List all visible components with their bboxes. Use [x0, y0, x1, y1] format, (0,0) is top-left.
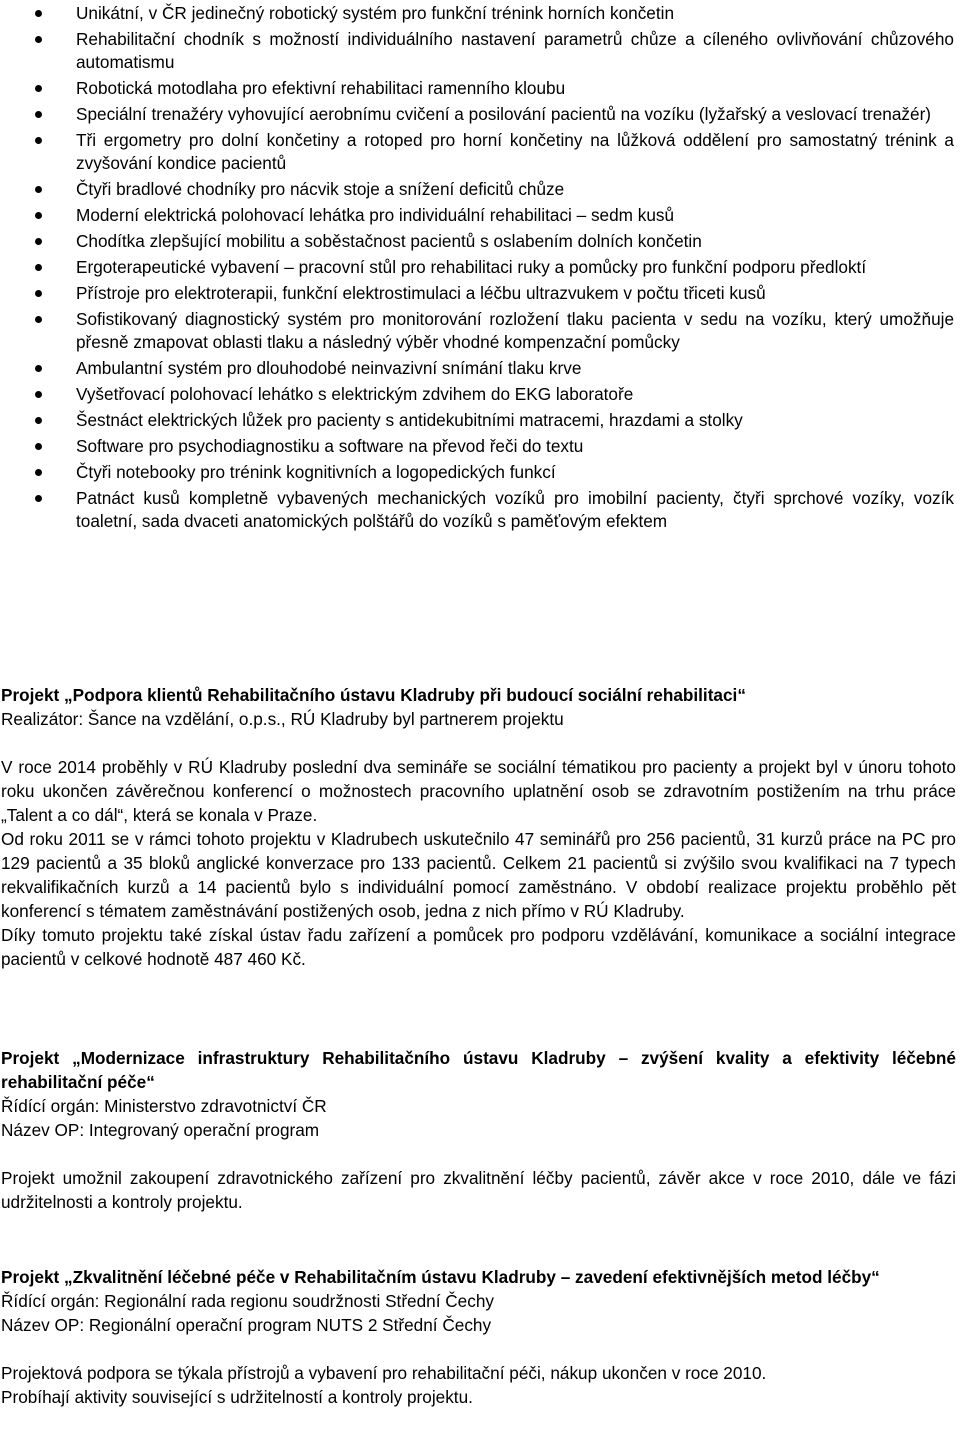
- project-paragraph: V roce 2014 proběhly v RÚ Kladruby poslední dva semináře se sociální tématikou pro pacienty a projekt byl v únoru tohoto roku ukončen závěrečnou konferencí o možnostech pracovního uplatnění osob se zdravotním postižením na trhu práce „Talent a co dál“, která se konala v Praze.: [1, 757, 956, 825]
- list-item: [0, 357, 960, 380]
- project-title: Projekt „Modernizace infrastruktury Rehabilitačního ústavu Kladruby – zvýšení kvality a efektivity léčebné rehabilitační péče“: [1, 1048, 956, 1092]
- list-item: [0, 308, 960, 354]
- project-paragraph: Probíhají aktivity související s udržitelností a kontroly projektu.: [1, 1387, 473, 1407]
- list-item-text: Sofistikovaný diagnostický systém pro monitorování rozložení tlaku pacienta v sedu na vozíku, který umožňuje přesně zmapovat oblasti tlaku a následný výběr vhodné kompenzační pomůcky: [76, 309, 954, 352]
- bullet-icon: [35, 36, 42, 43]
- list-item: [0, 282, 960, 305]
- list-item-text: Patnáct kusů kompletně vybavených mechanických vozíků pro imobilní pacienty, čtyři sprchové vozíky, vozík toaletní, sada dvaceti anatomických polštářů do vozíků s paměťovým efektem: [76, 488, 954, 531]
- list-item: [0, 204, 960, 227]
- list-item-text: Ergoterapeutické vybavení – pracovní stůl pro rehabilitaci ruky a pomůcky pro funkční podporu předloktí: [76, 257, 867, 277]
- list-item-text: Robotická motodlaha pro efektivní rehabilitaci ramenního kloubu: [76, 78, 566, 98]
- list-item: [0, 103, 960, 126]
- bullet-icon: [35, 238, 42, 245]
- list-item: [0, 383, 960, 406]
- bullet-icon: [35, 365, 42, 372]
- list-item-text: Software pro psychodiagnostiku a software na převod řeči do textu: [76, 436, 584, 456]
- project-authority: Řídící orgán: Ministerstvo zdravotnictví ČR: [1, 1096, 327, 1116]
- bullet-icon: [35, 290, 42, 297]
- project-section-support: [1, 683, 956, 971]
- list-item-text: Speciální trenažéry vyhovující aerobnímu cvičení a posilování pacientů na vozíku (lyžařský a veslovací trenažér): [76, 104, 932, 124]
- list-item: [0, 77, 960, 100]
- list-item-text: Chodítka zlepšující mobilitu a soběstačnost pacientů s oslabením dolních končetin: [76, 231, 702, 251]
- bullet-icon: [35, 316, 42, 323]
- bullet-icon: [35, 111, 42, 118]
- project-section-quality: [1, 1265, 956, 1409]
- list-item: [0, 2, 960, 25]
- project-section-modernization: [1, 1046, 956, 1214]
- bullet-icon: [35, 212, 42, 219]
- list-item-text: Tři ergometry pro dolní končetiny a rotoped pro horní končetiny na lůžková oddělení pro samostatný trénink a zvyšování kondice pacientů: [76, 130, 954, 173]
- bullet-icon: [35, 391, 42, 398]
- list-item-text: Unikátní, v ČR jedinečný robotický systém pro funkční trénink horních končetin: [76, 3, 675, 23]
- project-paragraph: Projektová podpora se týkala přístrojů a vybavení pro rehabilitační péči, nákup ukončen v roce 2010.: [1, 1363, 767, 1383]
- list-item: [0, 230, 960, 253]
- list-item: [0, 461, 960, 484]
- project-paragraph: Projekt umožnil zakoupení zdravotnického zařízení pro zkvalitnění léčby pacientů, závěr akce v roce 2010, dále ve fázi udržitelnosti a kontroly projektu.: [1, 1168, 956, 1212]
- list-item: [0, 256, 960, 279]
- list-item: [0, 28, 960, 74]
- list-item: [0, 178, 960, 201]
- list-item: [0, 409, 960, 432]
- list-item-text: Čtyři bradlové chodníky pro nácvik stoje a snížení deficitů chůze: [76, 179, 565, 199]
- bullet-icon: [35, 495, 42, 502]
- bullet-icon: [35, 186, 42, 193]
- bullet-icon: [35, 264, 42, 271]
- list-item-text: Šestnáct elektrických lůžek pro pacienty s antidekubitními matracemi, hrazdami a stolky: [76, 410, 743, 430]
- list-item: [0, 435, 960, 458]
- project-implementer: Realizátor: Šance na vzdělání, o.p.s., RÚ Kladruby byl partnerem projektu: [1, 709, 564, 729]
- equipment-list: [0, 2, 960, 536]
- list-item-text: Moderní elektrická polohovací lehátka pro individuální rehabilitaci – sedm kusů: [76, 205, 675, 225]
- bullet-icon: [35, 10, 42, 17]
- bullet-icon: [35, 417, 42, 424]
- list-item: [0, 129, 960, 175]
- list-item-text: Přístroje pro elektroterapii, funkční elektrostimulaci a léčbu ultrazvukem v počtu třiceti kusů: [76, 283, 766, 303]
- list-item-text: Ambulantní systém pro dlouhodobé neinvazivní snímání tlaku krve: [76, 358, 582, 378]
- project-paragraph: Díky tomuto projektu také získal ústav řadu zařízení a pomůcek pro podporu vzdělávání, komunikace a sociální integrace pacientů v celkové hodnotě 487 460 Kč.: [1, 925, 956, 969]
- bullet-icon: [35, 443, 42, 450]
- list-item-text: Rehabilitační chodník s možností individuálního nastavení parametrů chůze a cíleného ovlivňování chůzového automatismu: [76, 29, 954, 72]
- project-authority: Řídící orgán: Regionální rada regionu soudržnosti Střední Čechy: [1, 1291, 494, 1311]
- project-program: Název OP: Regionální operační program NUTS 2 Střední Čechy: [1, 1315, 492, 1335]
- project-paragraph: Od roku 2011 se v rámci tohoto projektu v Kladrubech uskutečnilo 47 seminářů pro 256 pacientů, 31 kurzů práce na PC pro 129 pacientů a 35 bloků anglické konverzace pro 133 pacientů. Celkem 21 pacientů si zvýšilo svou kvalifikaci na 7 typech rekvalifikačních kurzů a 14 pacientů bylo s individuální pomocí zaměstnáno. V období realizace projektu proběhlo pět konferencí s tématem zaměstnávání postižených osob, jedna z nich přímo v RÚ Kladruby.: [1, 829, 956, 921]
- project-title: Projekt „Podpora klientů Rehabilitačního ústavu Kladruby při budoucí sociální rehabilitaci“: [1, 685, 746, 705]
- project-title: Projekt „Zkvalitnění léčebné péče v Rehabilitačním ústavu Kladruby – zavedení efektivnějších metod léčby“: [1, 1267, 880, 1287]
- bullet-icon: [35, 137, 42, 144]
- list-item: [0, 487, 960, 533]
- list-item-text: Vyšetřovací polohovací lehátko s elektrickým zdvihem do EKG laboratoře: [76, 384, 634, 404]
- bullet-icon: [35, 469, 42, 476]
- project-program: Název OP: Integrovaný operační program: [1, 1120, 320, 1140]
- bullet-icon: [35, 85, 42, 92]
- list-item-text: Čtyři notebooky pro trénink kognitivních a logopedických funkcí: [76, 462, 556, 482]
